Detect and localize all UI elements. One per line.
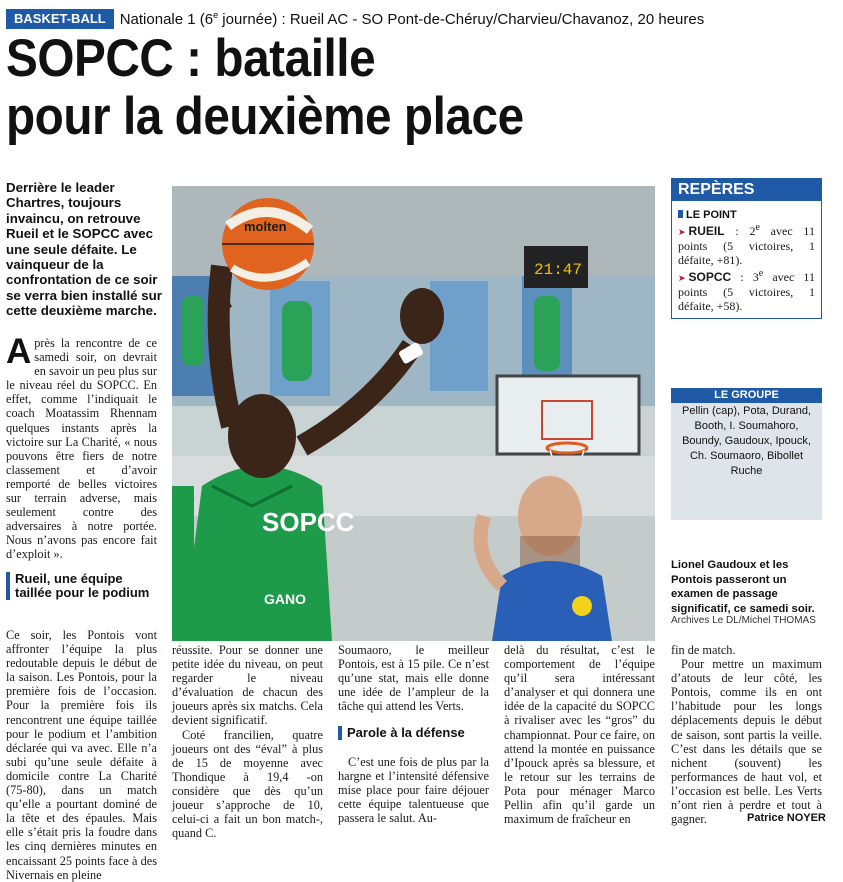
reperes-item-rueil: ➤ RUEIL : 2e avec 11 points (5 victoires, 1 défaite, +81).: [678, 222, 815, 267]
paragraph-intro: près la rencontre de ce samedi soir, on devrait en savoir un peu plus sur le niveau réel du SOPCC. En effet, comme l’indiquait le coach Moatassim Rhennam quelques instants après la victoire sur La Charité, « nous pouvons être fiers de notre classement et d’avoir remporté de belles victoires sur terrain adverse, mais seulement contre des adversaires à notre portée. Nous n’avons pas encore fait d’exploit ».: [6, 336, 157, 562]
photo-credit: Archives Le DL/Michel THOMAS: [671, 615, 816, 626]
reperes-item-sopcc: ➤ SOPCC : 3e avec 11 points (5 victoires, 1 défaite, +58).: [678, 268, 815, 313]
article-column-5: [671, 643, 822, 826]
article-column-3: [338, 643, 489, 713]
paragraph-atouts: Pour mettre un maximum d’atouts de leur côté, les Pontois, comme ils en ont l’habitude pour les longs déplacements depuis le début de saison, sont partis la veille. C’est dans les détails que se nichent (souvent) les performances de haut vol, et l’occasion est belle. Les Verts n’ont rien à perdre et tout à gagner.: [671, 657, 822, 827]
article-column-4: delà du résultat, c’est le comportement de l’équipe qu’il sera intéressant d’analyser et qui donnera une idée de la capacité du SOPCC à rivaliser avec les “gros” du championnat. Pour ce faire, on attend la montée en puissance d’Ipouck après sa blessure, et le retour sur les terrains de Pota pour ménager Marco Pellin afin qu’il garde un maximum de fraîcheur en: [504, 643, 655, 827]
groupe-roster: Pellin (cap), Pota, Durand, Booth, I. Soumahoro, Boundy, Gaudoux, Ipouck, Ch. Soumaoro, Bibollet Ruche: [681, 405, 811, 477]
square-bullet-icon: [678, 210, 683, 218]
reperes-box: [671, 178, 822, 319]
photo-ball-brand: molten: [244, 219, 287, 234]
author-signature: Patrice NOYER: [747, 812, 826, 824]
article-photo: [172, 186, 655, 641]
article-column-1: [6, 332, 157, 562]
groupe-box: [671, 388, 822, 520]
groupe-title: LE GROUPE: [671, 388, 822, 403]
article-column-2: [172, 643, 323, 840]
match-info: Nationale 1 (6e journée) : Rueil AC - SO Pont-de-Chéruy/Charvieu/Chavanoz, 20 heures: [119, 10, 705, 28]
paragraph-defense: C’est une fois de plus par la hargne et l’intensité défensive mise place pour faire déjouer cette équipe talentueuse que passera le salut. Au-: [338, 755, 489, 826]
paragraph-soumaoro: Soumaoro, le meilleur Pontois, est à 15 pile. Ce n’est qu’une stat, mais elle donne une idée de l’ampleur de la tâche qui attend les Verts.: [338, 643, 489, 714]
headline-line-1: SOPCC : bataille: [6, 29, 376, 88]
photo-sponsor-text: GANO: [264, 591, 306, 607]
article-kicker: [6, 9, 704, 29]
headline: [6, 30, 753, 146]
article-lede: Derrière le leader Chartres, toujours invaincu, on retrouve Rueil et le SOPCC avec une seule défaite. Le vainqueur de la confrontation de ce soir se verra bien installé sur cette deuxième marche.: [6, 180, 162, 319]
paragraph-fin-match: fin de match.: [671, 643, 736, 657]
photo-caption: Lionel Gaudoux et les Pontois passeront un examen de passage significatif, ce samedi soir.: [671, 559, 815, 615]
arrow-right-icon: ➤: [678, 273, 686, 283]
headline-line-2: pour la deuxième place: [6, 87, 524, 146]
reperes-title: REPÈRES: [672, 179, 821, 201]
subhead-rueil: Rueil, une équipe taillée pour le podium: [6, 572, 156, 600]
drop-cap: A: [6, 332, 32, 371]
paragraph-reussite: réussite. Pour se donner une petite idée du niveau, on peut regarder le niveau d’évaluation de chacun des joueurs après six matchs. Cela devient significatif.: [172, 643, 323, 728]
svg-text:21:47: 21:47: [534, 261, 583, 279]
article-column-1-lower: Ce soir, les Pontois vont affronter l’équipe la plus redoutable depuis le début de la saison. Les Pontois, pour la première fois de l’occasion. Pour la première fois ils rencontrent une équipe taillée pour le podium et l’ambition déclarée qui va avec. Elle n’a subi qu’une seule défaite à domicile contre La Charité (75-80), dans un match qu’elle a pourtant dominé de la tête et des épaules. Mais elle s’était pris la foudre dans les cinq dernières minutes en encaissant 25 points face à des Nivernais en pleine: [6, 628, 157, 882]
subhead-defense: Parole à la défense: [338, 726, 489, 740]
paragraph-francilien: Coté francilien, quatre joueurs ont des “éval” à plus de 15 de moyenne avec Thondique à 19,4 -on considère que dès qu’un joueur s’approche de 10, celui-ci a fait un bon match-, quand C.: [172, 727, 323, 841]
arrow-right-icon: ➤: [678, 227, 686, 237]
photo-jersey-text: SOPCC: [262, 507, 355, 537]
reperes-subtitle: LE POINT: [678, 209, 821, 221]
section-tag: BASKET-BALL: [6, 9, 114, 29]
